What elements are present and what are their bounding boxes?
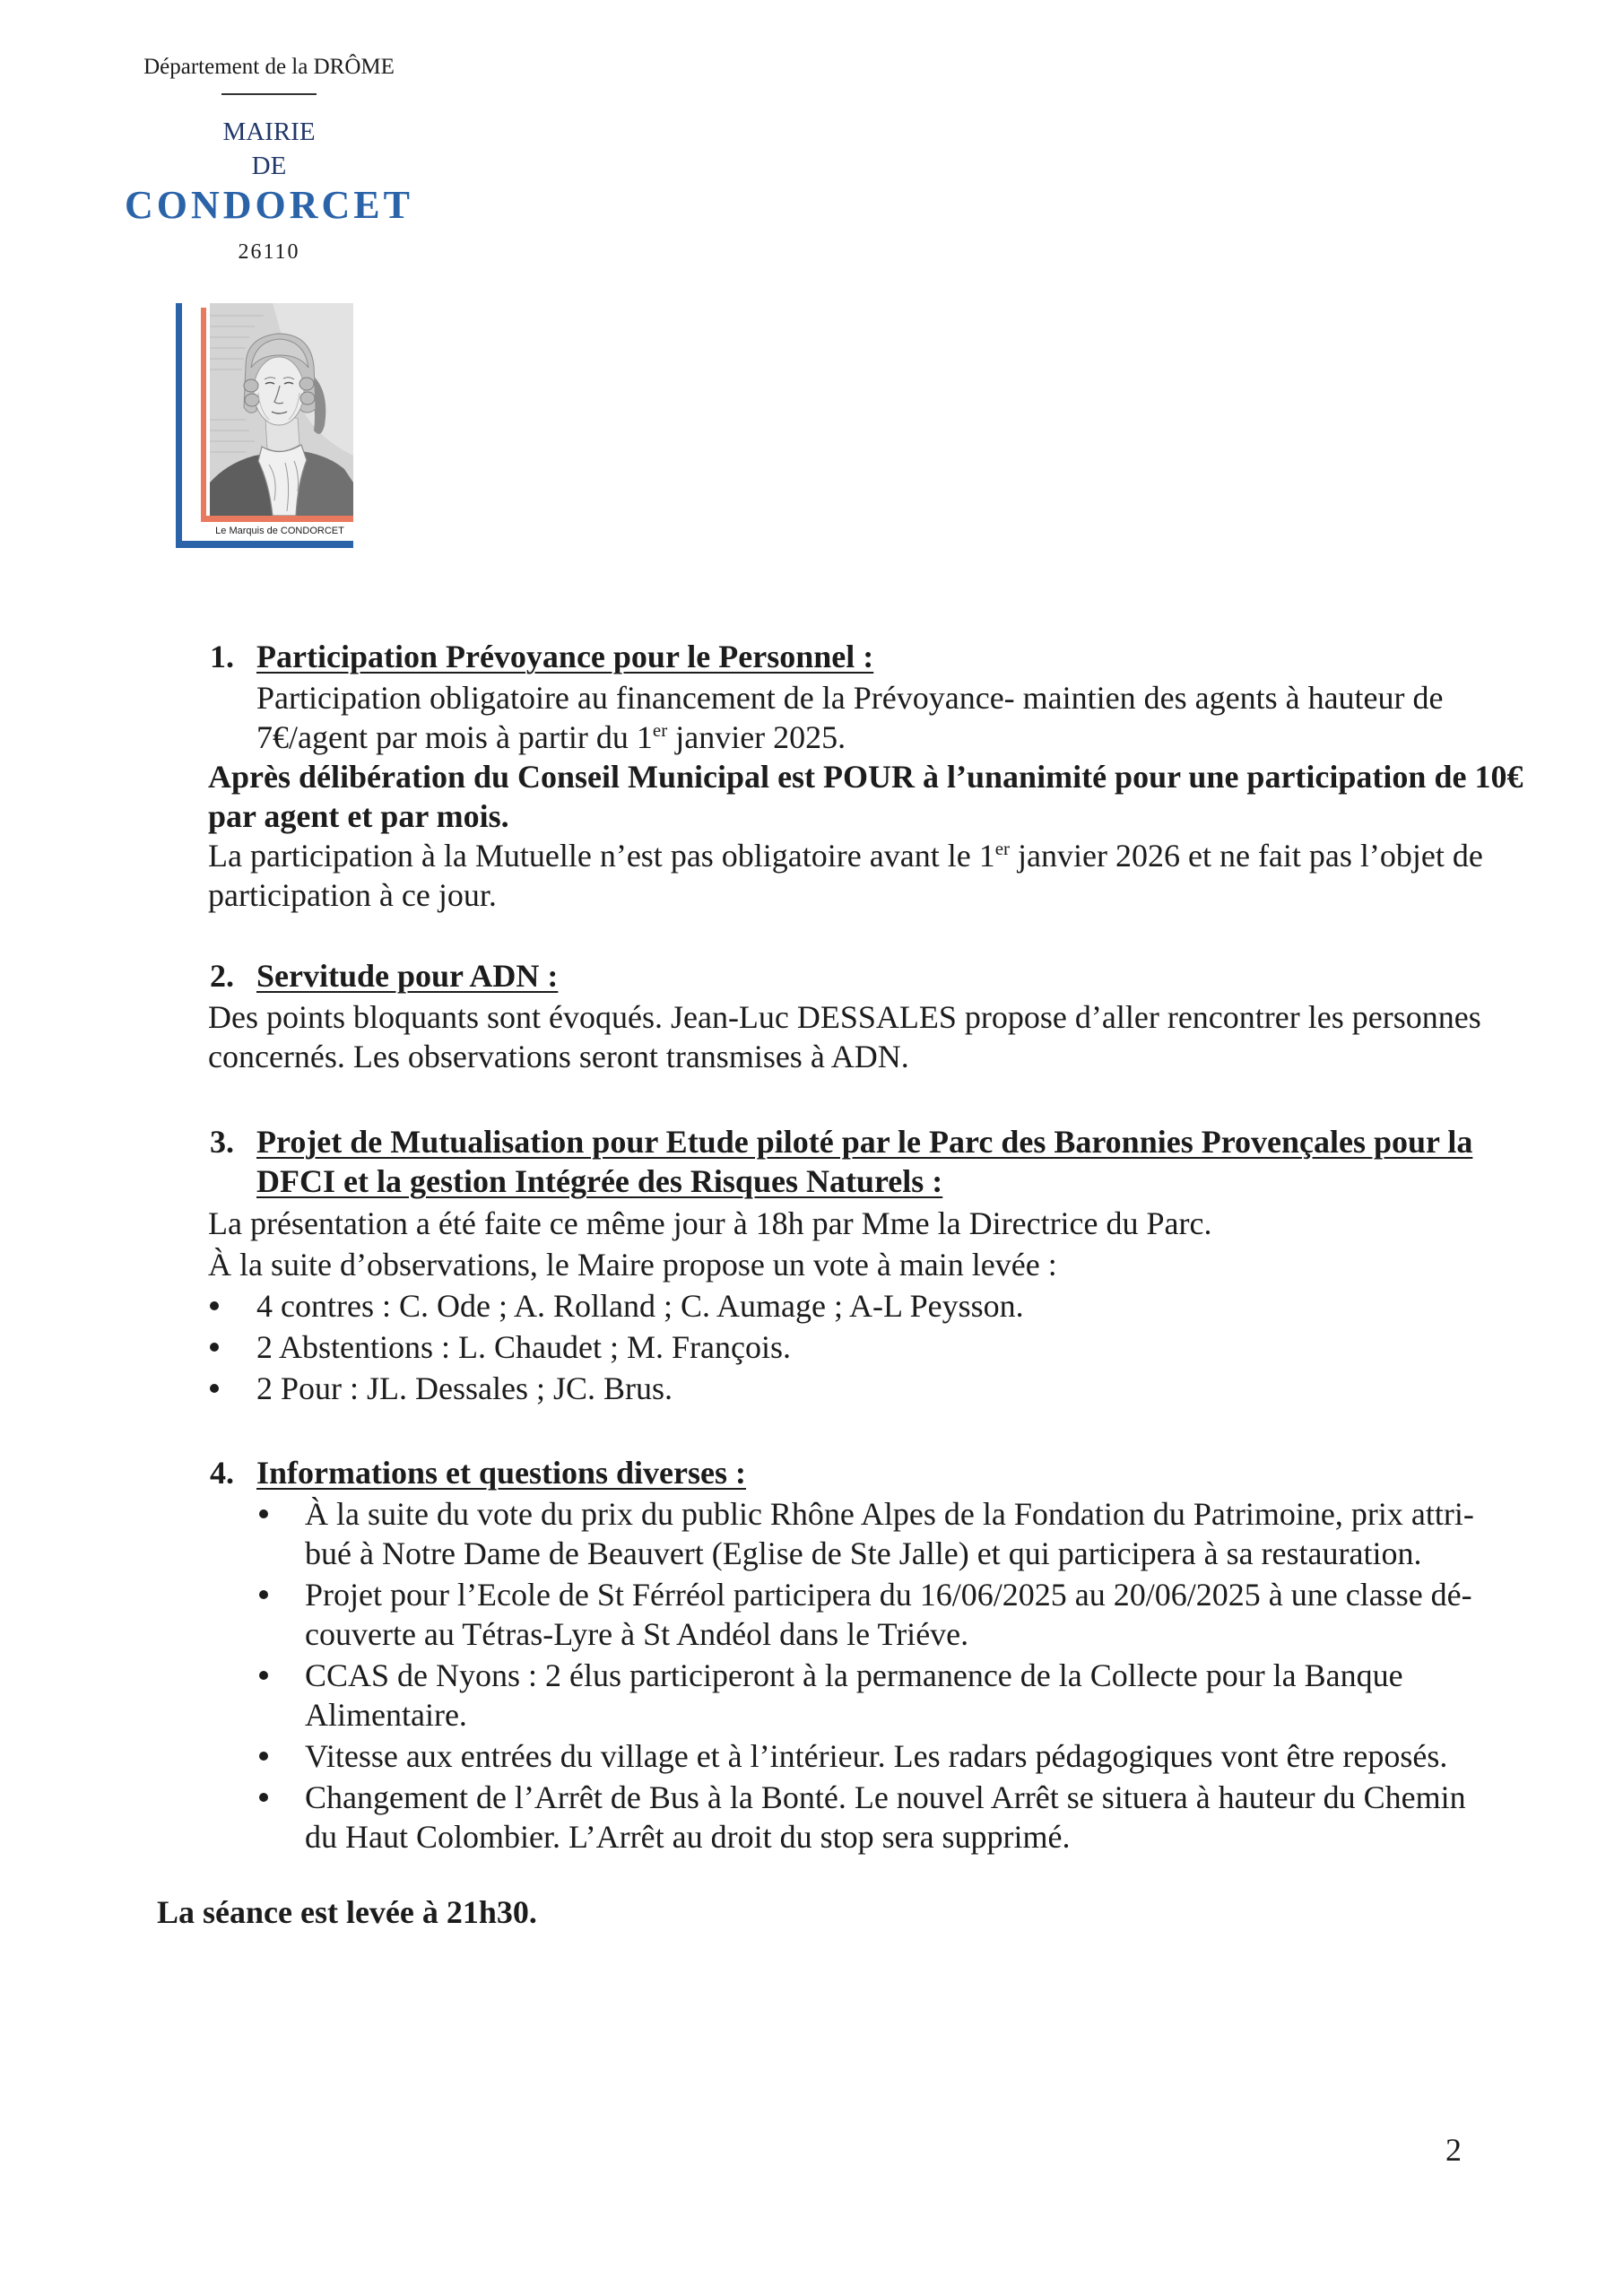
info-line — [0, 1534, 1623, 1573]
info-line — [0, 1695, 1623, 1735]
bullet-marker — [259, 1509, 268, 1518]
section-1-heading — [0, 637, 1623, 678]
section-1-line — [0, 757, 1623, 796]
info-text: du Haut Colombier. L’Arrêt au droit du stop sera supprimé. — [305, 1819, 1071, 1855]
section-1-line — [0, 836, 1623, 875]
section-2-number: 2. — [210, 958, 234, 994]
section-1-line — [0, 718, 1623, 757]
text-part: 7€/agent par mois à partir du 1 — [256, 719, 653, 755]
frame-blue-horizontal — [176, 541, 353, 548]
bullet-marker — [210, 1343, 219, 1352]
section-3-text: La présentation a été faite ce même jour à 18h par Mme la Directrice du Parc. — [208, 1205, 1212, 1241]
text-part: janvier 2026 et ne fait pas l’objet de — [1010, 838, 1483, 874]
decision-text: par agent et par mois. — [208, 798, 509, 834]
closing-statement: La séance est levée à 21h30. — [157, 1894, 537, 1930]
section-3-line — [0, 1203, 1623, 1244]
department-label: Département de la DRÔME — [143, 55, 395, 79]
info-line — [0, 1656, 1623, 1695]
bullet-marker — [259, 1671, 268, 1680]
info-text: Projet pour l’Ecole de St Férréol participera du 16/06/2025 au 20/06/2025 à une classe dé- — [305, 1577, 1472, 1613]
ordinal-superscript: er — [994, 838, 1011, 859]
text-part: La participation à la Mutuelle n’est pas obligatoire avant le 1 — [208, 838, 995, 874]
section-3-line — [0, 1244, 1623, 1285]
section-4-heading — [0, 1453, 1623, 1494]
info-line — [0, 1817, 1623, 1857]
mairie-label: MAIRIE — [222, 117, 316, 146]
info-text: bué à Notre Dame de Beauvert (Eglise de Ste Jalle) et qui participera à sa restauration. — [305, 1535, 1422, 1571]
info-text: À la suite du vote du prix du public Rhône Alpes de la Fondation du Patrimoine, prix attri- — [305, 1496, 1474, 1532]
info-text: CCAS de Nyons : 2 élus participeront à la permanence de la Collecte pour la Banque — [305, 1657, 1403, 1693]
section-4-title: Informations et questions diverses : — [256, 1455, 746, 1491]
info-bullet-item — [0, 1778, 1623, 1857]
section-2-text: concernés. Les observations seront transmises à ADN. — [208, 1039, 909, 1074]
postcode: 26110 — [238, 240, 300, 264]
section-2-line — [0, 997, 1623, 1037]
info-bullet-item — [0, 1656, 1623, 1735]
vote-result-text: 2 Abstentions : L. Chaudet ; M. François. — [256, 1329, 791, 1365]
text-part: janvier 2025. — [667, 719, 846, 755]
info-line — [0, 1575, 1623, 1614]
de-label: DE — [251, 152, 287, 180]
info-text: Vitesse aux entrées du village et à l’intérieur. Les radars pédagogiques vont être reposés. — [305, 1738, 1448, 1774]
section-2-line — [0, 1037, 1623, 1076]
frame-red-vertical — [201, 308, 206, 522]
info-text: couverte au Tétras-Lyre à St Andéol dans le Triéve. — [305, 1616, 969, 1652]
frame-red-horizontal — [201, 516, 353, 522]
section-1-text — [256, 718, 846, 757]
section-3-heading — [0, 1161, 1623, 1203]
portrait-image — [210, 303, 353, 516]
bullet-marker — [259, 1752, 268, 1761]
section-3-heading — [0, 1122, 1623, 1161]
section-1-line — [0, 875, 1623, 915]
bullet-marker — [210, 1384, 219, 1393]
ordinal-superscript: er — [652, 719, 668, 741]
info-line — [0, 1614, 1623, 1654]
section-1-number: 1. — [210, 639, 234, 674]
frame-blue-vertical — [176, 303, 182, 548]
info-bullet-item — [0, 1736, 1623, 1776]
section-1-line — [0, 796, 1623, 836]
vote-result-item — [0, 1368, 1623, 1409]
section-1-line — [0, 678, 1623, 718]
section-4 — [0, 1453, 1623, 1857]
vote-result-item — [0, 1326, 1623, 1368]
section-2-title: Servitude pour ADN : — [256, 958, 559, 994]
header-divider — [221, 93, 317, 95]
section-3-title: Projet de Mutualisation pour Etude piloté par le Parc des Baronnies Provençales pour la — [256, 1124, 1473, 1160]
note-text: participation à ce jour. — [208, 877, 497, 913]
section-3-title: DFCI et la gestion Intégrée des Risques Naturels : — [256, 1163, 943, 1199]
section-3-text: À la suite d’observations, le Maire propose un vote à main levée : — [208, 1247, 1057, 1283]
decision-text: Après délibération du Conseil Municipal est POUR à l’unanimité pour une participation de 10€ — [208, 759, 1523, 795]
info-bullet-item — [0, 1575, 1623, 1654]
town-name: CONDORCET — [124, 183, 414, 227]
section-2 — [0, 956, 1623, 1076]
section-3 — [0, 1122, 1623, 1409]
vote-result-text: 2 Pour : JL. Dessales ; JC. Brus. — [256, 1370, 673, 1406]
vote-result-item — [0, 1285, 1623, 1326]
section-2-text: Des points bloquants sont évoqués. Jean-Luc DESSALES propose d’aller rencontrer les personnes — [208, 999, 1481, 1035]
info-line — [0, 1736, 1623, 1776]
section-3-number: 3. — [210, 1124, 234, 1160]
info-line — [0, 1494, 1623, 1534]
info-text: Alimentaire. — [305, 1697, 467, 1733]
bullet-marker — [259, 1590, 268, 1599]
section-1-title: Participation Prévoyance pour le Personnel : — [256, 639, 874, 674]
page-number: 2 — [1445, 2132, 1462, 2168]
bullet-marker — [210, 1301, 219, 1310]
info-text: Changement de l’Arrêt de Bus à la Bonté. Le nouvel Arrêt se situera à hauteur du Chemin — [305, 1779, 1466, 1815]
info-line — [0, 1778, 1623, 1817]
section-1-text: Participation obligatoire au financement de la Prévoyance- maintien des agents à hauteur de — [256, 680, 1444, 716]
info-bullet-item — [0, 1494, 1623, 1573]
note-text — [208, 836, 1483, 875]
portrait-caption: Le Marquis de CONDORCET — [215, 526, 344, 536]
section-2-heading — [0, 956, 1623, 997]
vote-result-text: 4 contres : C. Ode ; A. Rolland ; C. Aumage ; A-L Peysson. — [256, 1288, 1024, 1324]
section-1 — [0, 637, 1623, 915]
section-4-number: 4. — [210, 1455, 234, 1491]
bullet-marker — [259, 1793, 268, 1802]
